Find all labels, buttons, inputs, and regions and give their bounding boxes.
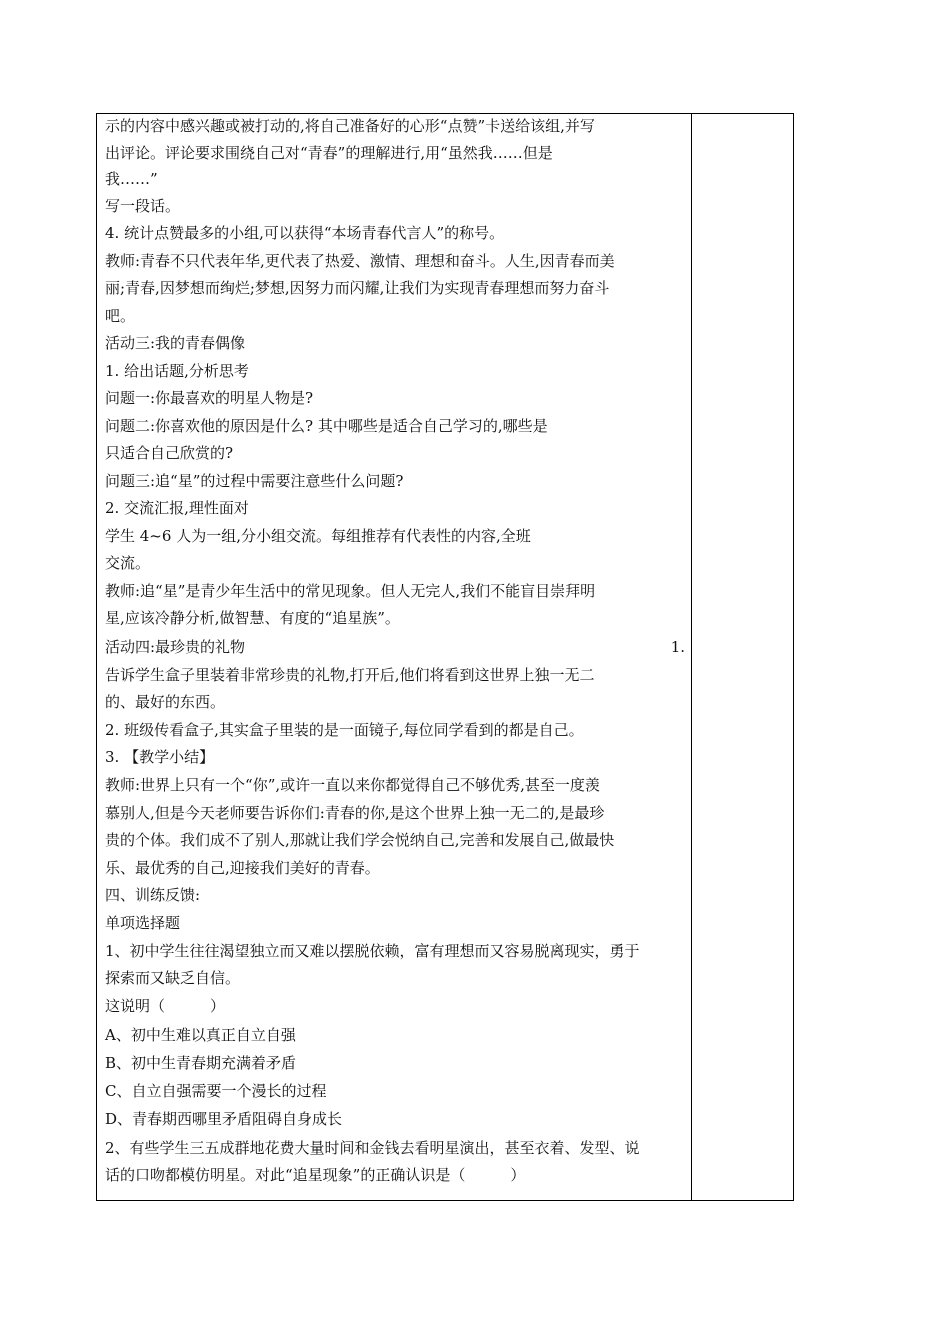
text-line: 只适合自己欣赏的? [105,444,234,462]
text-line: 2. 班级传看盒子,其实盒子里装的是一面镜子,每位同学看到的都是自己。 [105,721,584,739]
text-line: 学生 4~6 人为一组,分小组交流。每组推荐有代表性的内容,全班 [105,527,531,545]
text-line: 贵的个体。我们成不了别人,那就让我们学会悦纳自己,完善和发展自己,做最快 [105,831,615,849]
text-line: 交流。 [105,554,151,572]
text-line: 2. 交流汇报,理性面对 [105,499,249,517]
question-text: 2、有些学生三五成群地花费大量时间和金钱去看明星演出，甚至衣着、发型、说 [105,1139,640,1157]
text-line: 1. 给出话题,分析思考 [105,362,249,380]
answer-option: D、青春期西哪里矛盾阻碍自身成长 [105,1110,343,1128]
text-line: 问题三:追“星”的过程中需要注意些什么问题? [105,472,404,490]
text-line: 教师:追“星”是青少年生活中的常见现象。但人无完人,我们不能盲目崇拜明 [105,582,596,600]
question-text: 这说明（ ） [105,997,226,1015]
text-line: 问题二:你喜欢他的原因是什么? 其中哪些是适合自己学习的,哪些是 [105,417,548,435]
text-line: 的、最好的东西。 [105,693,226,711]
text-line: 慕别人,但是今天老师要告诉你们:青春的你,是这个世界上独一无二的,是最珍 [105,804,605,822]
text-line: 示的内容中感兴趣或被打动的,将自己准备好的心形“点赞”卡送给该组,并写 [105,117,595,135]
column-divider [691,113,692,1201]
text-line: 3. 【教学小结】 [105,748,215,766]
section-heading: 活动四:最珍贵的礼物 [105,638,246,656]
question-text: 1、初中学生往往渴望独立而又难以摆脱依赖，富有理想而又容易脱离现实，勇于 [105,942,640,960]
text-line: 问题一:你最喜欢的明星人物是? [105,389,314,407]
text-line: 告诉学生盒子里装着非常珍贵的礼物,打开后,他们将看到这世界上独一无二 [105,666,595,684]
section-heading-row [105,638,685,656]
text-line: 出评论。评论要求围绕自己对“青春”的理解进行,用“虽然我……但是 [105,144,553,162]
text-line: 4. 统计点赞最多的小组,可以获得“本场青春代言人”的称号。 [105,224,505,242]
answer-option: B、初中生青春期充满着矛盾 [105,1054,297,1072]
text-line: 教师:青春不只代表年华,更代表了热爱、激情、理想和奋斗。人生,因青春而美 [105,252,615,270]
text-line: 写一段话。 [105,197,181,215]
answer-option: A、初中生难以真正自立自强 [105,1026,296,1044]
text-line: 教师:世界上只有一个“你”,或许一直以来你都觉得自己不够优秀,甚至一度羡 [105,776,600,794]
text-line: 星,应该冷静分析,做智慧、有度的“追星族”。 [105,609,400,627]
text-line: 乐、最优秀的自己,迎接我们美好的青春。 [105,859,380,877]
text-line: 吧。 [105,307,136,325]
text-line: 我……” [105,170,158,188]
list-number: 1. [670,638,685,656]
question-text: 探索而又缺乏自信。 [105,969,241,987]
question-text: 话的口吻都模仿明星。对此“追星现象”的正确认识是（ ） [105,1166,526,1184]
text-line: 丽;青春,因梦想而绚烂;梦想,因努力而闪耀,让我们为实现青春理想而努力奋斗 [105,279,610,297]
section-heading: 活动三:我的青春偶像 [105,334,246,352]
text-line: 单项选择题 [105,914,181,932]
answer-option: C、自立自强需要一个漫长的过程 [105,1082,327,1100]
section-heading: 四、训练反馈: [105,886,201,904]
